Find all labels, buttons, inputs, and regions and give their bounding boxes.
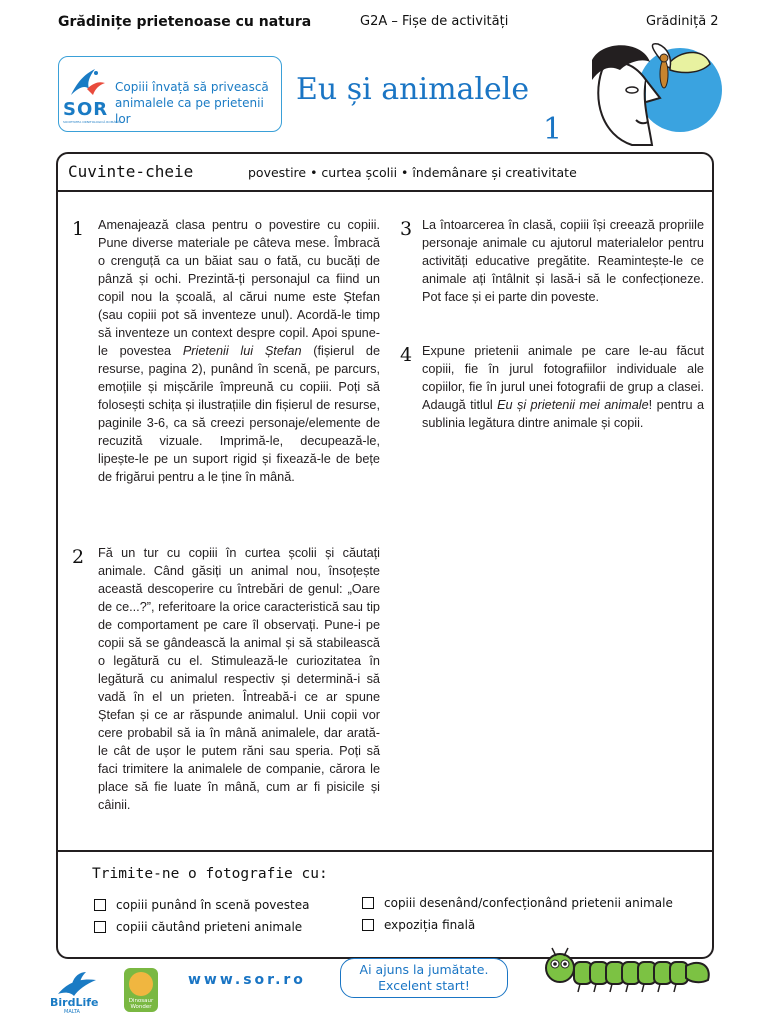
page-number: 1 <box>543 112 563 147</box>
step-number: 3 <box>400 218 413 240</box>
sor-logo-text: SOR <box>63 99 109 120</box>
photo-option[interactable] <box>94 920 302 934</box>
header-series: G2A – Fișe de activități <box>360 14 509 29</box>
step-4-text-part: Expune prietenii animale pe care le-au făcut copiii, fie în jurul fotografiilor individuale ale copiilor, fie în jurul unei fotografii de grup a clasei. Adaugă titlul <box>422 344 704 412</box>
step-number: 4 <box>400 344 413 366</box>
photo-section-title: Trimite-ne o fotografie cu: <box>92 866 328 882</box>
checkbox[interactable] <box>94 899 106 911</box>
activity-frame <box>56 152 714 959</box>
dinosaur-wonder-logo <box>124 968 158 1012</box>
photo-option[interactable] <box>362 896 673 910</box>
step-4-text-part: ! pentru a sublinia legătura dintre animale și copii. <box>422 398 704 430</box>
header-program-title: Grădinițe prietenoase cu natura <box>58 14 312 30</box>
exhibit-title: Eu și prietenii mei animale <box>497 398 649 412</box>
caterpillar-illustration <box>540 944 720 998</box>
step-3-text: La întoarcerea în clasă, copiii își creează propriile personaje animale cu ajutorul materialelor pentru activități educative pregătite. Reamintește-le ce animale ați întâlnit și lasă-i să le confecționeze. Pot face și ei parte din poveste. <box>422 218 704 304</box>
page-title: Eu și animalele <box>296 72 530 107</box>
step-1-text <box>98 216 380 486</box>
photo-option-label: copiii căutând prieteni animale <box>116 920 303 934</box>
checkbox[interactable] <box>362 919 374 931</box>
keywords-list: povestire • curtea școlii • îndemânare și creativitate <box>248 165 577 180</box>
sor-logo-box <box>58 56 282 132</box>
birdlife-logo-sub: MALTA <box>64 1009 80 1015</box>
step-number: 2 <box>72 546 85 568</box>
keywords-band <box>58 154 712 192</box>
website-link[interactable]: www.sor.ro <box>188 972 306 988</box>
step-1-text-part: Amenajează clasa pentru o povestire cu copiii. Pune diverse materiale pe câteva mese. Îmbracă o crenguță ca un băiat sau o fată, cu bucăți de pânză și ochi. Prezintă-ți personajul ca fiind un copil nou la școală, al cărui nume este Ștefan (sau copiii pot să inventeze unul). Acordă-le timp să inventeze un context despre copil. Apoi spune-le povestea <box>98 218 380 358</box>
story-title: Prietenii lui Ștefan <box>182 344 302 358</box>
checkbox[interactable] <box>94 921 106 933</box>
photo-option[interactable] <box>362 918 475 932</box>
bird-icon <box>67 65 107 101</box>
keywords-label: Cuvinte-cheie <box>68 162 194 181</box>
header-level: Grădiniță 2 <box>646 14 719 29</box>
dinosaur-wonder-logo-text: Dinosaur Wonder <box>128 998 154 1010</box>
logo-tagline: Copiii învață să privească animalele ca pe prietenii lor <box>115 80 269 126</box>
photo-option-label: copiii desenând/confecționând prietenii animale <box>384 896 673 910</box>
sor-logo-subtitle: SOCIETATEA ORNITOLOGICĂ ROMÂNĂ <box>63 120 120 124</box>
birdlife-logo-text: BirdLife <box>50 996 99 1009</box>
step-number: 1 <box>72 218 85 240</box>
photo-option[interactable] <box>94 898 310 912</box>
globe-icon <box>129 972 153 996</box>
step-4-text <box>422 342 704 432</box>
child-with-butterfly-illustration <box>572 40 722 150</box>
photo-option-label: expoziția finală <box>384 918 476 932</box>
checkbox[interactable] <box>362 897 374 909</box>
step-2-text: Fă un tur cu copiii în curtea școlii și căutați animale. Când găsiți un animal nou, însoțește această descoperire cu întrebări de genul: „Oare de ce...?”, referitoare la orice caracteristică sau tip de comportament pe care îl observați. Pune-i pe copii să se gândească la animal și să stabilească o legătură cu el. Stimulează-le curiozitatea în legătură cu animalul respectiv și determină-i să vadă în el un prieten. Întreabă-i ce ar spune Ștefan și ce ar răspunde animalul. Unii copii vor cere probabil să ia în mână animalele, dar arată-le cât de ușor le putem răni sau speria. Poți să faci trimitere la animalele de companie, cărora le place să fie luate în mână, cum ar fi pisicile și câinii. <box>98 546 380 812</box>
bubble-line: Excelent start! <box>378 978 470 993</box>
photo-divider <box>58 850 712 852</box>
bubble-line: Ai ajuns la jumătate. <box>359 962 489 977</box>
step-1-text-part: (fișierul de resurse, pagina 2), punând în scenă, pe parcurs, emoțiile și mișcările împreună cu copiii. Poți să folosești schița și ilustrațiile din fișierul de resurse, paginile 3-6, ca să creezi personaje/elemente de recuzită vizuale. Imprimă-le, decupează-le, lipește-le pe un suport rigid și fixează-le de bețe de frigărui pentru a le ține în mână. <box>98 344 380 484</box>
encouragement-bubble <box>340 958 508 998</box>
photo-option-label: copiii punând în scenă povestea <box>116 898 310 912</box>
